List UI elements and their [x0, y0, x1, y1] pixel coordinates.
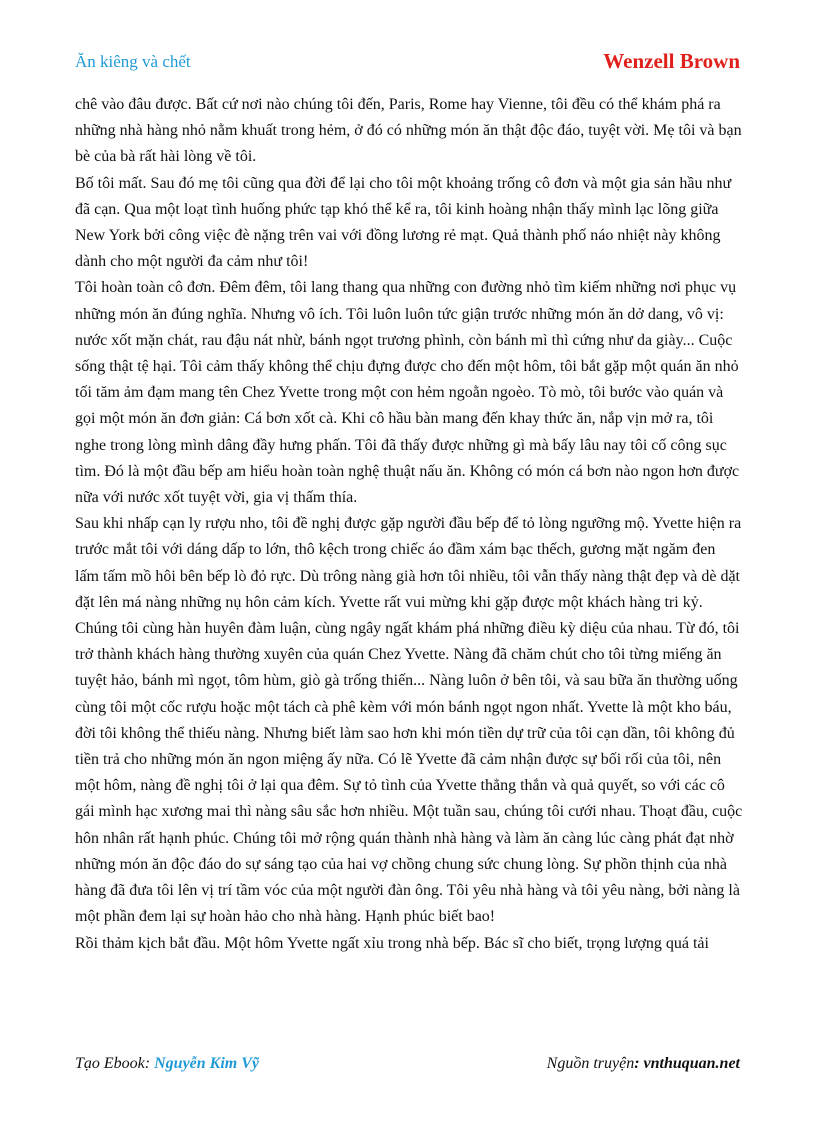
body-text: [75, 92, 743, 957]
paragraph: Tôi hoàn toàn cô đơn. Đêm đêm, tôi lang thang qua những con đường nhỏ tìm kiếm những nơi phục vụ những món ăn đúng nghĩa. Nhưng vô ích. Tôi luôn luôn tức giận trước những món ăn dở dang, vô vị: nước xốt mặn chát, rau đậu nát nhừ, bánh ngọt trương phình, còn bánh mì thì cứng như da giày... Cuộc sống thật tệ hại. Tôi cảm thấy không thể chịu đựng được cho đến một hôm, tôi bắt gặp một quán ăn nhỏ tối tăm ảm đạm mang tên Chez Yvette trong một con hẻm ngoằn ngoèo. Tò mò, tôi bước vào quán và gọi một món ăn đơn giản: Cá bơn xốt cà. Khi cô hầu bàn mang đến khay thức ăn, nắp vịn mở ra, tôi nghe trong lòng mình dâng đầy hưng phấn. Tôi đã thấy được những gì mà bấy lâu nay tôi cố công sục tìm. Đó là một đầu bếp am hiểu hoàn toàn nghệ thuật nấu ăn. Không có món cá bơn nào ngon hơn được nữa với nước xốt tuyệt vời, gia vị thấm thía.: [75, 279, 740, 507]
paragraph: Sau khi nhấp cạn ly rượu nho, tôi đề nghị được gặp người đầu bếp để tỏ lòng ngưỡng mộ. Yvette hiện ra trước mắt tôi với dáng dấp to lớn, thô kệch trong chiếc áo đầm xám bạc thếch, gương mặt ngăm đen lấm tấm mồ hôi bên bếp lò đỏ rực. Dù trông nàng già hơn tôi nhiều, tôi vẫn thấy nàng thật đẹp và dè dặt đặt lên má nàng những nụ hôn cảm kích. Yvette rất vui mừng khi gặp được một khách hàng tri kỷ. Chúng tôi cùng hàn huyên đàm luận, cùng ngây ngất khám phá những điều kỳ diệu của nhau. Từ đó, tôi trở thành khách hàng thường xuyên của quán Chez Yvette. Nàng đã chăm chút cho tôi từng miếng ăn tuyệt hảo, bánh mì ngọt, tôm hùm, giò gà trống thiến... Nàng luôn ở bên tôi, và sau bữa ăn thường uống cùng tôi một cốc rượu hoặc một tách cà phê kèm với món bánh ngọt ngon nhất. Yvette là một kho báu, đời tôi không thể thiếu nàng. Nhưng biết làm sao hơn khi món tiền dự trữ của tôi cạn dần, tôi không đủ tiền trả cho những món ăn ngon miệng ấy nữa. Có lẽ Yvette đã cảm nhận được sự bối rối của tôi, nên một hôm, nàng đề nghị tôi ở lại qua đêm. Sự tỏ tình của Yvette thẳng thắn và quả quyết, so với các cô gái mình hạc xương mai thì nàng sâu sắc hơn nhiều. Một tuần sau, chúng tôi cưới nhau. Thoạt đầu, cuộc hôn nhân rất hạnh phúc. Chúng tôi mở rộng quán thành nhà hàng và làm ăn càng lúc càng phát đạt nhờ những món ăn độc đáo do sự sáng tạo của hai vợ chồng chung sức chung lòng. Sự phồn thịnh của nhà hàng đã đưa tôi lên vị trí tầm vóc của một người đàn ông. Tôi yêu nhà hàng và tôi yêu nàng, bởi nàng là một phần đem lại sự hoàn hảo cho nhà hàng. Hạnh phúc biết bao!: [75, 515, 743, 926]
ebook-separator: :: [144, 1055, 155, 1072]
ebook-creator-name: Nguyễn Kim Vỹ: [154, 1055, 259, 1072]
ebook-label: Tạo Ebook: [75, 1055, 145, 1072]
ebook-credit: [75, 1055, 259, 1073]
paragraph: Rồi thảm kịch bắt đầu. Một hôm Yvette ngất xỉu trong nhà bếp. Bác sĩ cho biết, trọng lượng quá tải: [75, 934, 709, 952]
paragraph: Bố tôi mất. Sau đó mẹ tôi cũng qua đời để lại cho tôi một khoảng trống cô đơn và một gia sản hầu như đã cạn. Qua một loạt tình huống phức tạp khó thể kể ra, tôi kinh hoàng nhận thấy mình lạc lõng giữa New York bởi công việc đè nặng trên vai với đồng lương rẻ mạt. Quả thành phố náo nhiệt này không dành cho một người đa cảm như tôi!: [75, 174, 732, 271]
source-label: Nguồn truyện: [546, 1055, 635, 1072]
author-name: Wenzell Brown: [603, 49, 740, 73]
book-title: Ăn kiêng và chết: [75, 52, 191, 71]
paragraph: chê vào đâu được. Bất cứ nơi nào chúng tôi đến, Paris, Rome hay Vienne, tôi đều có thể khám phá ra những nhà hàng nhỏ nằm khuất trong hẻm, ở đó có những món ăn thật độc đáo, tuyệt vời. Mẹ tôi và bạn bè của bà rất hài lòng về tôi.: [75, 96, 742, 166]
source-site: vnthuquan.net: [643, 1055, 740, 1072]
source-credit: [547, 1055, 740, 1073]
source-separator: :: [634, 1055, 644, 1072]
